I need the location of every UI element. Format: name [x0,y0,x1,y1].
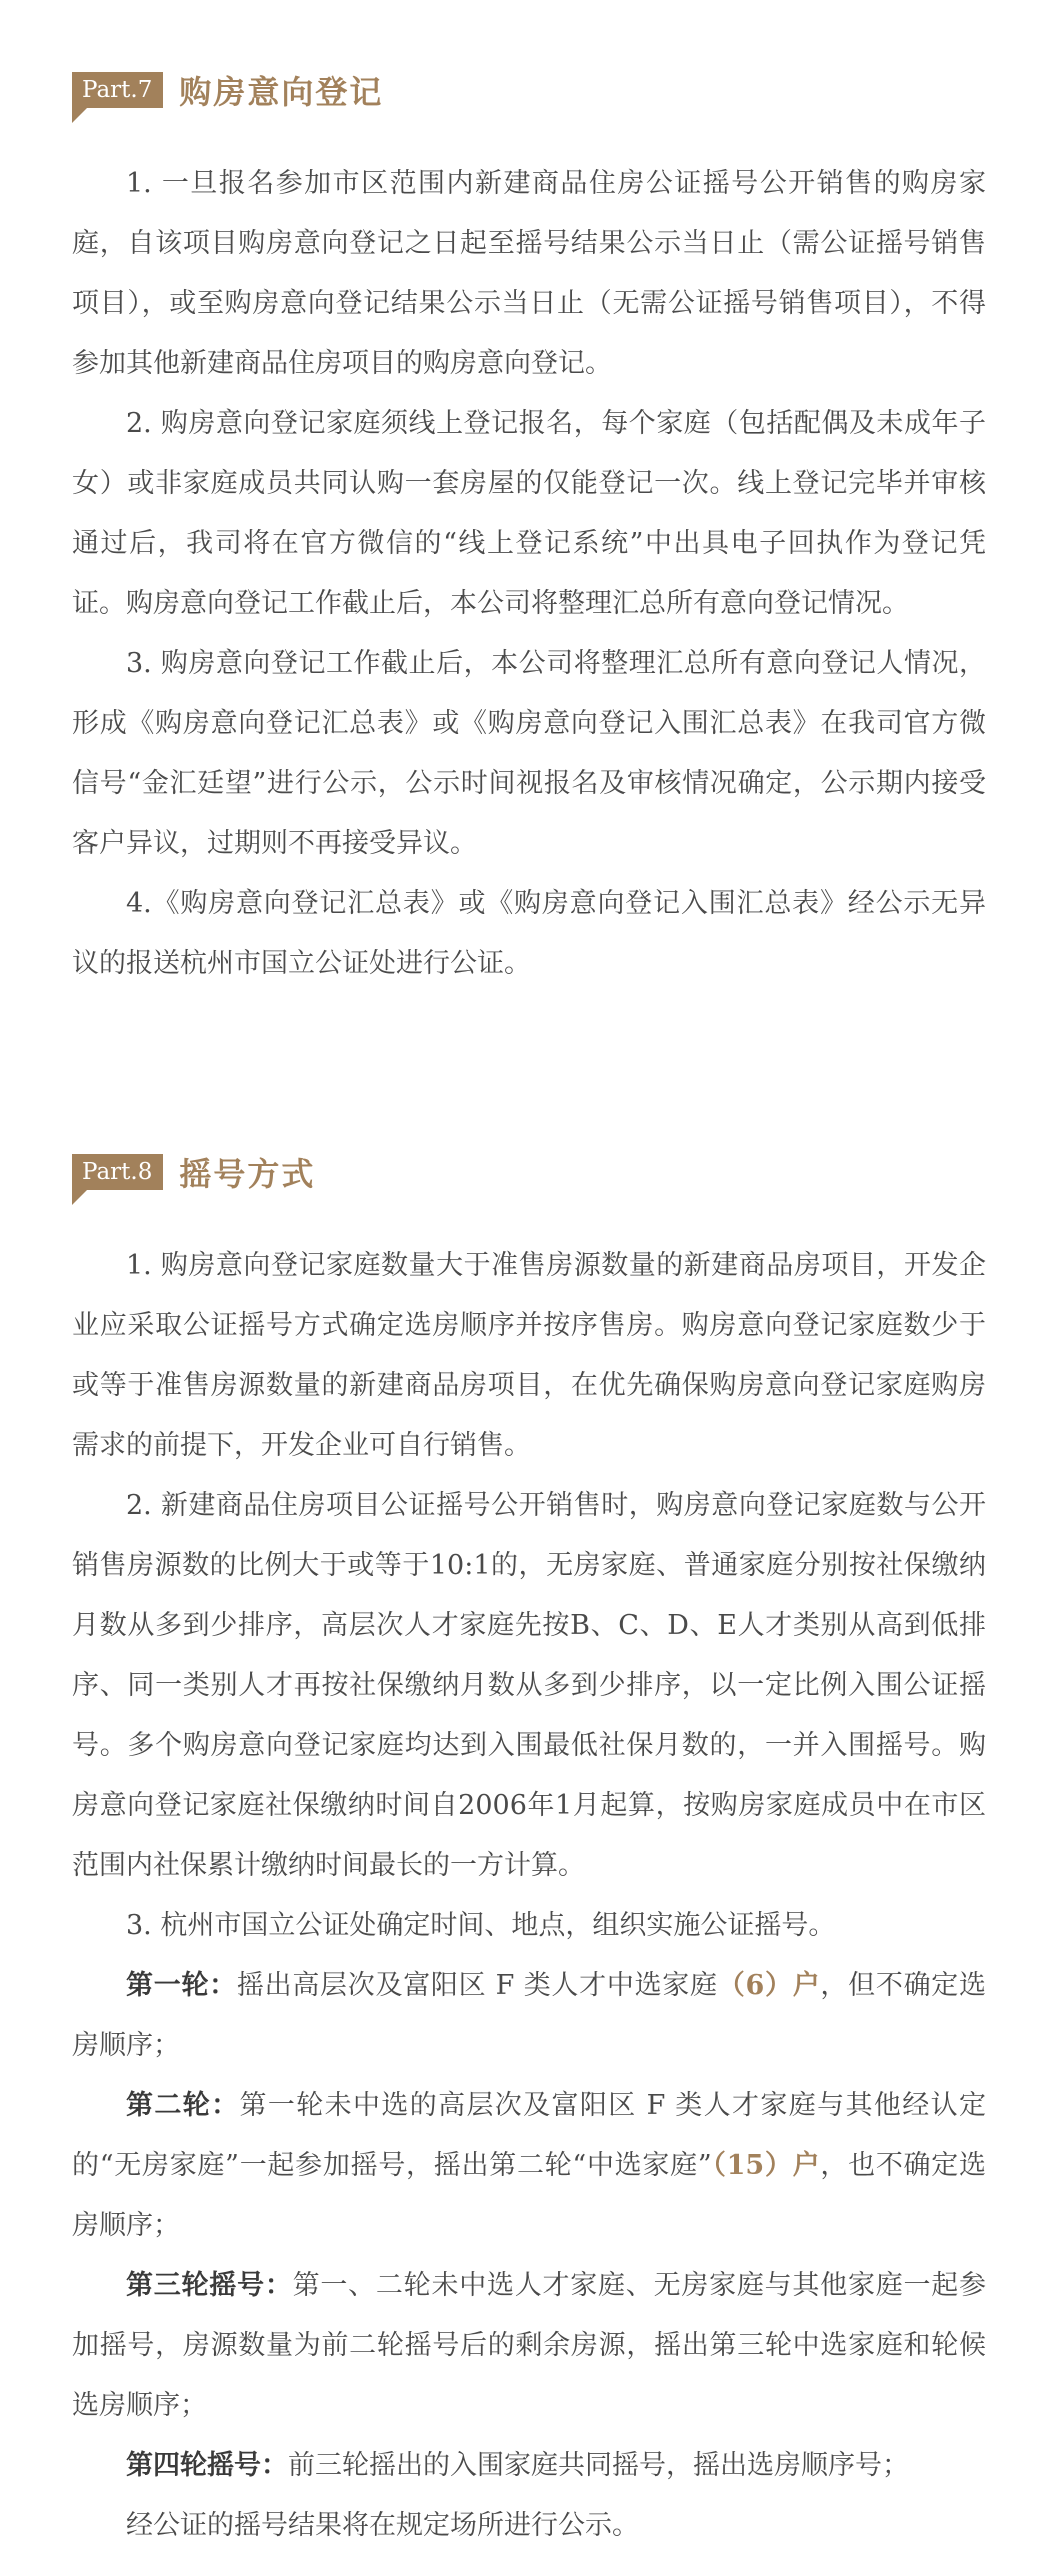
round-label: 第四轮摇号： [126,2450,288,2481]
round-text: ，但不确定选房顺序； [72,1970,987,2061]
section-body [0,154,1058,994]
round-text: ，也不确定选房顺序； [72,2150,987,2241]
paragraph: 4.《购房意向登记汇总表》或《购房意向登记入围汇总表》经公示无异议的报送杭州市国立公证处进行公证。 [72,888,986,979]
paragraph: 3. 购房意向登记工作截止后，本公司将整理汇总所有意向登记人情况，形成《购房意向登记汇总表》或《购房意向登记入围汇总表》在我司官方微信号“金汇廷望”进行公示，公示时间视报名及审核情况确定，公示期内接受客户异议，过期则不再接受异议。 [72,648,986,859]
round-label: 第一轮： [126,1970,237,2001]
closing-note: 经公证的摇号结果将在规定场所进行公示。 [126,2510,639,2541]
round-2-paragraph [72,2076,986,2256]
paragraph: 2. 购房意向登记家庭须线上登记报名，每个家庭（包括配偶及未成年子女）或非家庭成员共同认购一套房屋的仅能登记一次。线上登记完毕并审核通过后，我司将在官方微信的“线上登记系统”中出具电子回执作为登记凭证。购房意向登记工作截止后，本公司将整理汇总所有意向登记情况。 [72,408,986,619]
round-label: 第二轮： [126,2090,240,2121]
household-count: （15）户 [711,2150,821,2181]
paragraph: 1. 一旦报名参加市区范围内新建商品住房公证摇号公开销售的购房家庭，自该项目购房意向登记之日起至摇号结果公示当日止（需公证摇号销售项目），或至购房意向登记结果公示当日止（无需公证摇号销售项目），不得参加其他新建商品住房项目的购房意向登记。 [72,168,986,379]
section-header [72,68,1058,112]
section-title: 摇号方式 [179,1155,316,1193]
part-tag: Part.8 [72,1154,163,1190]
round-3-paragraph [72,2256,986,2436]
paragraph: 2. 新建商品住房项目公证摇号公开销售时，购房意向登记家庭数与公开销售房源数的比例大于或等于10:1的，无房家庭、普通家庭分别按社保缴纳月数从多到少排序，高层次人才家庭先按B、C、D、E人才类别从高到低排序、同一类别人才再按社保缴纳月数从多到少排序，以一定比例入围公证摇号。多个购房意向登记家庭均达到入围最低社保月数的，一并入围摇号。购房意向登记家庭社保缴纳时间自2006年1月起算，按购房家庭成员中在市区范围内社保累计缴纳时间最长的一方计算。 [72,1490,986,1881]
paragraph: 3. 杭州市国立公证处确定时间、地点，组织实施公证摇号。 [126,1910,836,1941]
household-count: （6）户 [717,1970,821,2001]
section-header [72,1150,1058,1194]
round-label: 第三轮摇号： [126,2270,293,2301]
round-1-paragraph [72,1956,986,2076]
round-text: 前三轮摇出的入围家庭共同摇号，摇出选房顺序号； [288,2450,909,2481]
round-text: 第一、二轮未中选人才家庭、无房家庭与其他家庭一起参加摇号，房源数量为前二轮摇号后的剩余房源，摇出第三轮中选家庭和轮候选房顺序； [72,2270,987,2421]
section-part8 [0,1150,1058,2556]
section-part7 [0,68,1058,994]
round-4-paragraph [72,2436,986,2496]
section-body [0,1236,1058,2556]
section-title: 购房意向登记 [179,73,384,111]
round-text: 摇出高层次及富阳区 F 类人才中选家庭 [236,1970,718,2001]
paragraph: 1. 购房意向登记家庭数量大于准售房源数量的新建商品房项目，开发企业应采取公证摇号方式确定选房顺序并按序售房。购房意向登记家庭数少于或等于准售房源数量的新建商品房项目，在优先确保购房意向登记家庭购房需求的前提下，开发企业可自行销售。 [72,1250,986,1461]
part-tag: Part.7 [72,72,163,108]
round-text: 第一轮未中选的高层次及富阳区 F 类人才家庭与其他经认定的“无房家庭”一起参加摇号，摇出第二轮“中选家庭” [72,2090,986,2181]
